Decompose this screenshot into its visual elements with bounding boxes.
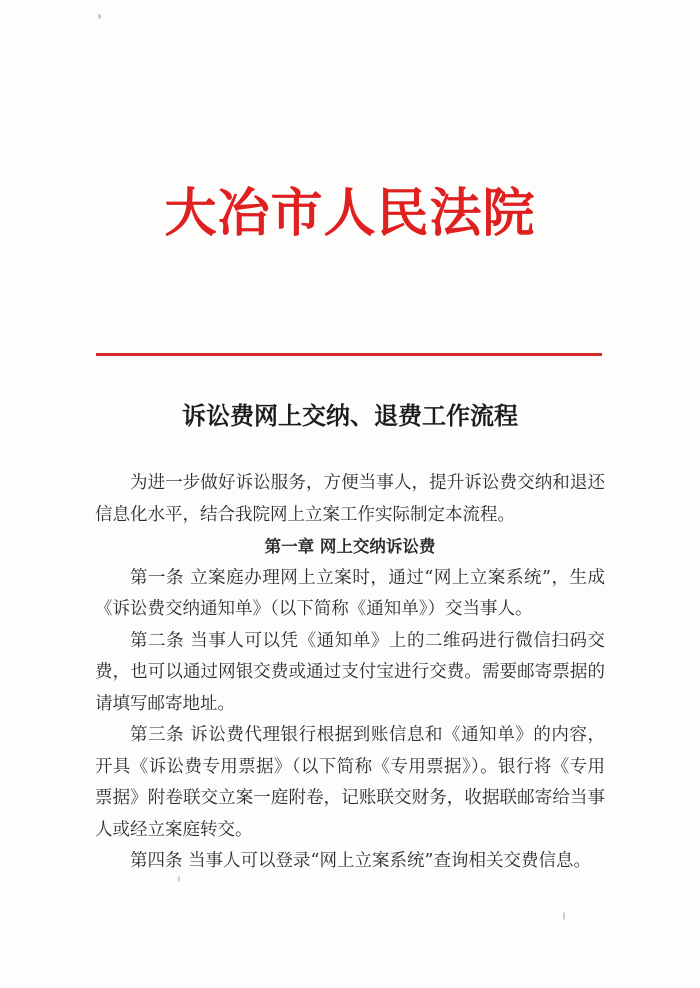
scan-speck (563, 912, 565, 920)
court-name-header: 大冶市人民法院 (164, 183, 536, 244)
header-divider (96, 353, 602, 356)
scan-speck (98, 14, 101, 19)
document-body (95, 468, 605, 878)
article-1: 第一条 立案庭办理网上立案时，通过“网上立案系统”，生成《诉讼费交纳通知单》（以下简称《通知单》）交当事人。 (95, 567, 605, 619)
intro-paragraph: 为进一步做好诉讼服务，方便当事人，提升诉讼费交纳和退还信息化水平，结合我院网上立案工作实际制定本流程。 (95, 473, 605, 525)
chapter-heading: 第一章 网上交纳诉讼费 (264, 537, 436, 556)
scan-speck (178, 876, 180, 882)
article-3: 第三条 诉讼费代理银行根据到账信息和《通知单》的内容，开具《诉讼费专用票据》（以下简称《专用票据》）。银行将《专用票据》附卷联交立案一庭附卷，记账联交财务，收据联邮寄给当事人或经立案庭转交。 (95, 725, 605, 840)
article-2: 第二条 当事人可以凭《通知单》上的二维码进行微信扫码交费，也可以通过网银交费或通过支付宝进行交费。需要邮寄票据的请填写邮寄地址。 (95, 630, 605, 714)
article-4: 第四条 当事人可以登录“网上立案系统”查询相关交费信息。 (130, 851, 591, 871)
document-title: 诉讼费网上交纳、退费工作流程 (182, 402, 518, 430)
